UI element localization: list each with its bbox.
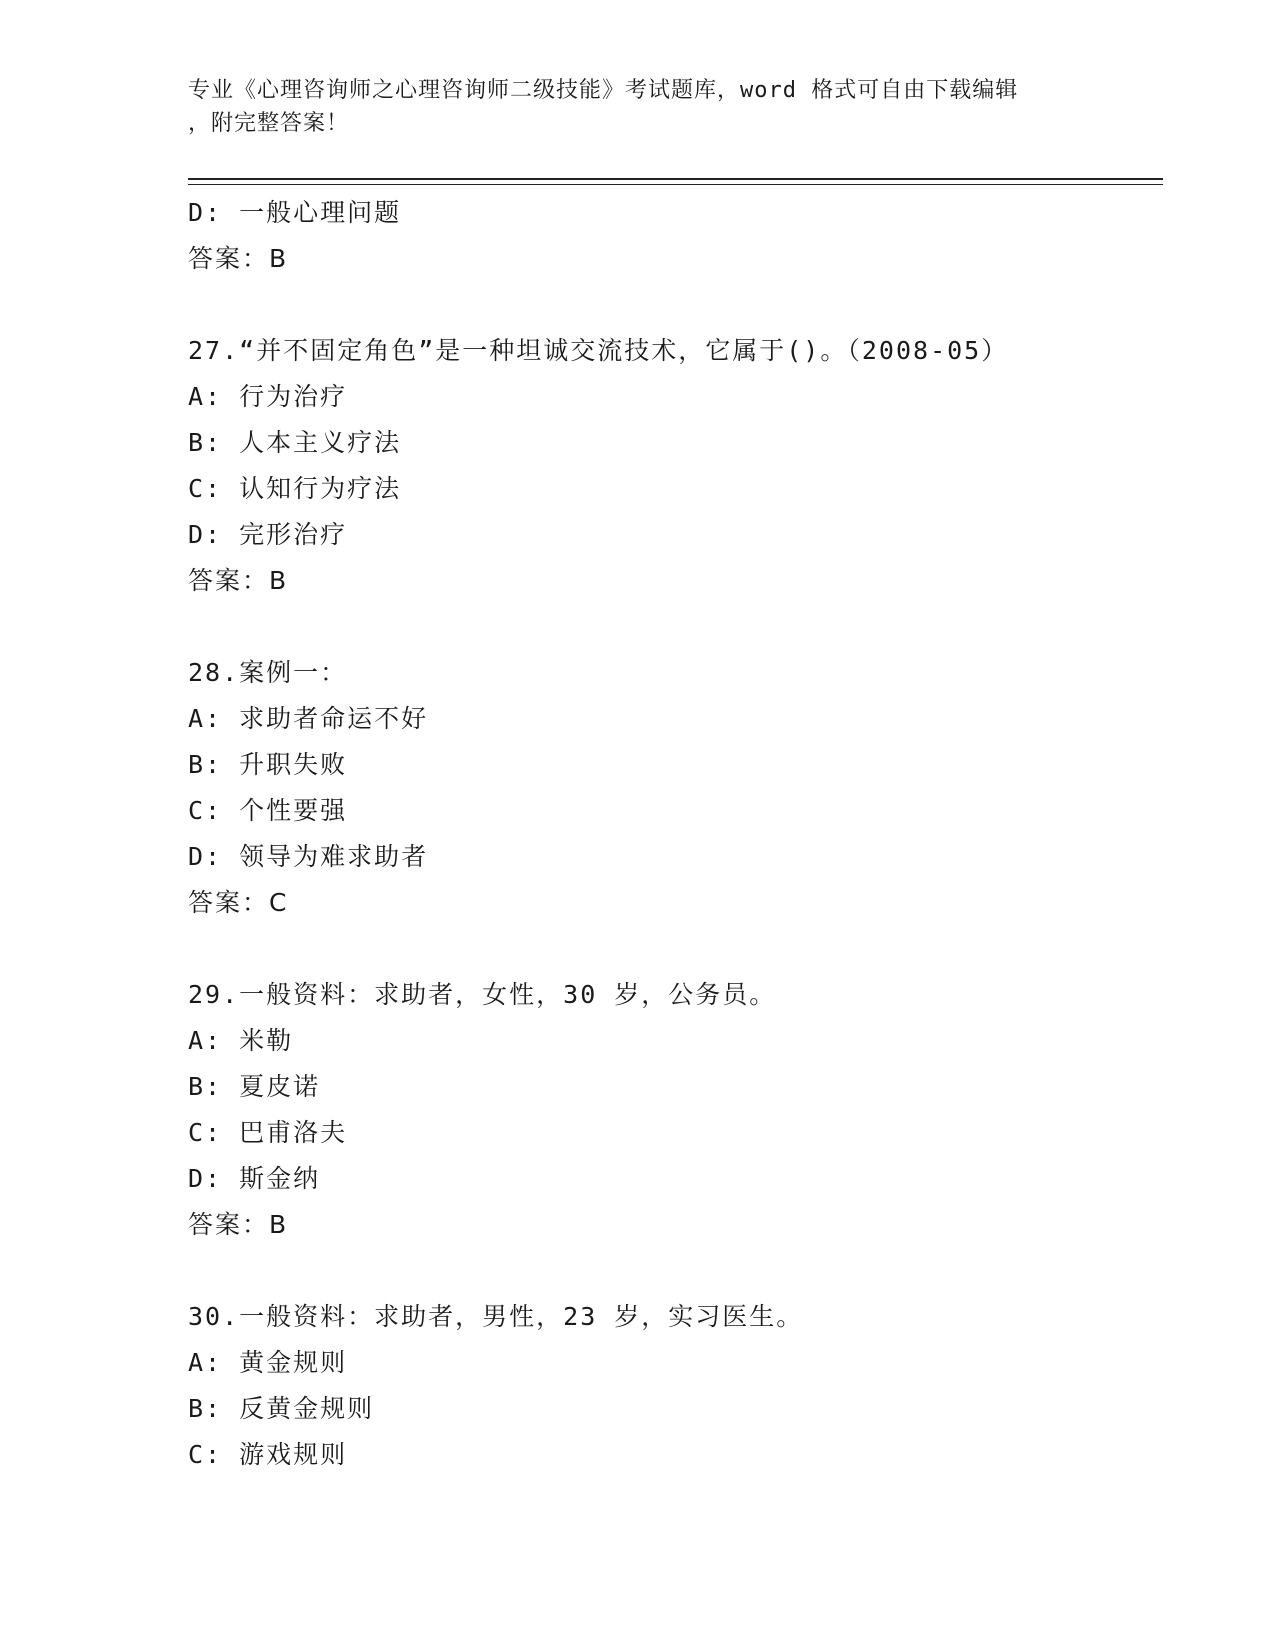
header-line-1: 专业《心理咨询师之心理咨询师二级技能》考试题库，word 格式可自由下载编辑 (188, 78, 1019, 103)
question-27-stem: 27.“并不固定角色”是一种坦诚交流技术，它属于()。（2008-05） (188, 336, 1009, 365)
document-header (188, 74, 1088, 140)
spacer (188, 604, 1148, 650)
question-28-option-d: D: 领导为难求助者 (188, 842, 429, 871)
question-29-option-c: C: 巴甫洛夫 (188, 1118, 348, 1147)
prev-answer: 答案：B (188, 244, 289, 273)
question-28-option-a: A: 求助者命运不好 (188, 704, 429, 733)
prev-option-d: D: 一般心理问题 (188, 198, 402, 227)
question-29-option-b: B: 夏皮诺 (188, 1072, 321, 1101)
question-28-stem: 28.案例一： (188, 658, 348, 687)
spacer (188, 282, 1148, 328)
spacer (188, 1248, 1148, 1294)
question-27-option-c: C: 认知行为疗法 (188, 474, 402, 503)
question-29-answer: 答案：B (188, 1210, 289, 1239)
question-30-option-a: A: 黄金规则 (188, 1348, 348, 1377)
question-27-answer: 答案：B (188, 566, 289, 595)
question-28-answer: 答案：C (188, 888, 289, 917)
question-29-option-d: D: 斯金纳 (188, 1164, 321, 1193)
question-29-stem: 29.一般资料：求助者，女性，30 岁，公务员。 (188, 980, 777, 1009)
question-28-option-c: C: 个性要强 (188, 796, 348, 825)
question-27-option-b: B: 人本主义疗法 (188, 428, 402, 457)
question-29-option-a: A: 米勒 (188, 1026, 294, 1055)
spacer (188, 926, 1148, 972)
question-30-option-c: C: 游戏规则 (188, 1440, 348, 1469)
header-rule-thin (188, 184, 1163, 185)
question-27-option-d: D: 完形治疗 (188, 520, 348, 549)
question-30-option-b: B: 反黄金规则 (188, 1394, 375, 1423)
question-28-option-b: B: 升职失败 (188, 750, 348, 779)
question-30-stem: 30.一般资料：求助者，男性，23 岁，实习医生。 (188, 1302, 804, 1331)
header-line-2: ，附完整答案！ (188, 111, 350, 136)
question-list (188, 190, 1148, 1478)
question-27-option-a: A: 行为治疗 (188, 382, 348, 411)
header-rule-thick (188, 178, 1163, 180)
